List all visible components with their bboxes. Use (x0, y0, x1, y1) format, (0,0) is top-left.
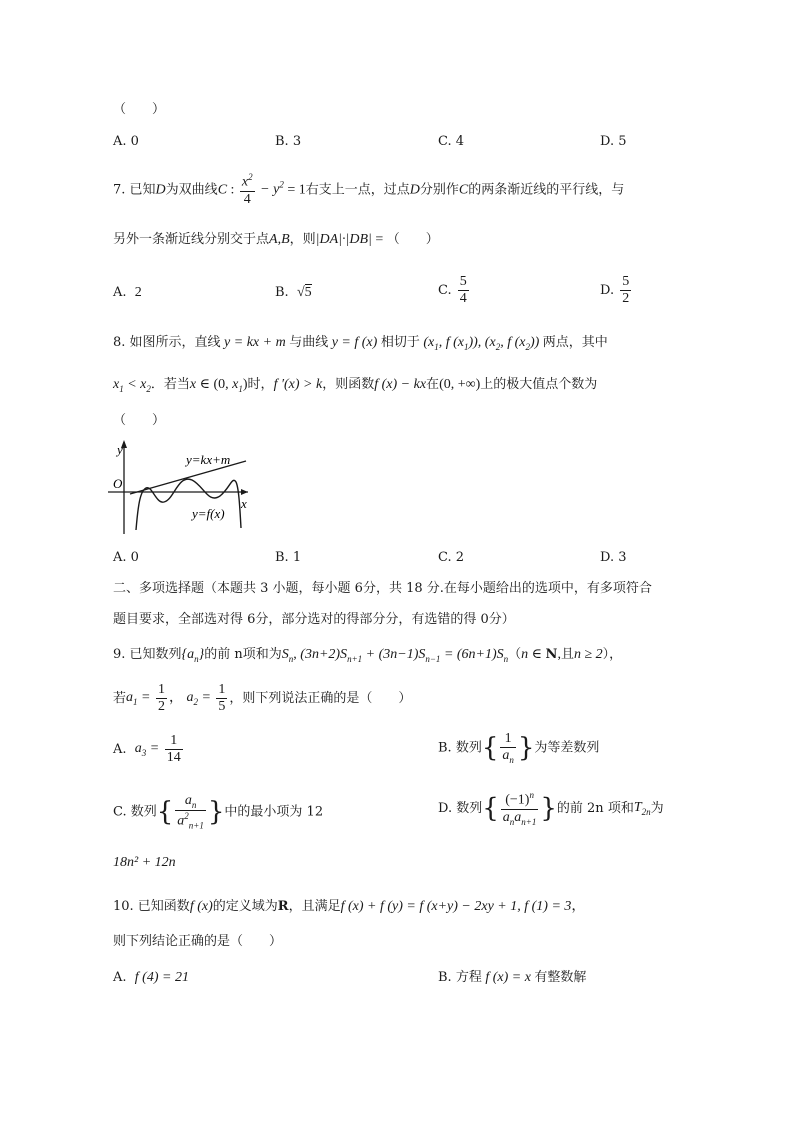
q10-stem-line1: 10. 已知函数f (x)的定义域为R，且满足f (x) + f (y) = f (x+y) − 2xy + 1, f (1) = 3， (113, 899, 586, 914)
q8-stem-line1: 8. 如图所示，直线 y = kx + m 与曲线 y = f (x) 相切于 ($x_1$, f $(x_1)$), ($x_2$, f $(x_2)$) 两点，其中 (113, 335, 608, 352)
q10-option-b: B. 方程 f (x) = x 有整数解 (438, 970, 587, 985)
q8-option-d: D. 3 (600, 550, 627, 565)
q7-option-a: A. 2 (113, 285, 142, 300)
q9-option-d-continued: 18n² + 12n (113, 855, 176, 870)
x-axis-label: x (241, 496, 247, 511)
q7-option-d: D. $\frac{5}{2}$ (600, 274, 630, 307)
q8-stem-line2: $x_1 < x_2$．若当x ∈ (0, $x_1$)时，f ′(x) > k，则函数f (x) − kx在(0, +∞)上的极大值点个数为 (113, 377, 598, 394)
x-axis-arrow (241, 489, 248, 495)
q6-option-a: A. 0 (113, 134, 139, 149)
q9-option-c: C. 数列{ $\frac{a_n}{a^2_{n+1}}$ }中的最小项为 12 (113, 793, 324, 831)
q7-stem-line2: 另外一条渐近线分别交于点A,B，则|DA|·|DB| = （ ） (113, 232, 439, 247)
q9-stem-line1: 9. 已知数列$\{a_n\}$的前 n项和为$S_n$, $(3n+2)S_{n+1} + (3n-1)S_{n-1} = (6n+1)S_n(n$ ∈ N,且n ≥ 2）， (113, 647, 623, 664)
y-axis-label: y (117, 442, 123, 457)
curve-label: y=f(x) (192, 506, 225, 521)
q8-paren: （ ） (113, 413, 166, 428)
q9-option-a: A. $a_3$ = $\frac{1}{14}$ (113, 733, 181, 766)
q7-stem-line1: 7. 已知D为双曲线C : $\frac{x^2}{4}$ − $y^2 = 1$右支上一点，过点D分别作C的两条渐近线的平行线，与 (113, 172, 625, 207)
q7-option-c: C. $\frac{5}{4}$ (438, 274, 467, 307)
q6-option-c: C. 4 (438, 134, 465, 149)
q10-option-a: A. f (4) = 21 (113, 970, 189, 985)
origin-label: O (113, 476, 123, 491)
q8-option-c: C. 2 (438, 550, 465, 565)
q9-option-d: D. 数列{ $\frac{(-1)^n}{a_na_{n+1}}$ }的前 2n 项和$T_{2n}$为 (438, 790, 664, 827)
q6-option-d: D. 5 (600, 134, 627, 149)
q7-option-b: B. √5 (275, 285, 312, 300)
line-label: y=kx+m (186, 452, 231, 467)
section2-heading-line1: 二、多项选择题（本题共 3 小题，每小题 6分，共 18 分.在每小题给出的选项中，有多项符合 (113, 581, 652, 596)
q8-option-b: B. 1 (275, 550, 302, 565)
q9-stem-line2: 若$a_1$ = $\frac{1}{2}$ ， $a_2$ = $\frac{1}{5}$ ，则下列说法正确的是（ ） (113, 682, 412, 715)
q6-paren: （ ） (113, 102, 166, 117)
q8-option-a: A. 0 (113, 550, 139, 565)
q9-option-b: B. 数列{ $\frac{1}{a_n}$ }为等差数列 (438, 731, 600, 765)
q8-figure (108, 436, 250, 536)
section2-heading-line2: 题目要求，全部选对得 6分，部分选对的得部分分，有选错的得 0分） (113, 612, 515, 627)
q6-option-b: B. 3 (275, 134, 302, 149)
q10-stem-line2: 则下列结论正确的是（ ） (113, 934, 283, 949)
curve-f (136, 479, 241, 530)
